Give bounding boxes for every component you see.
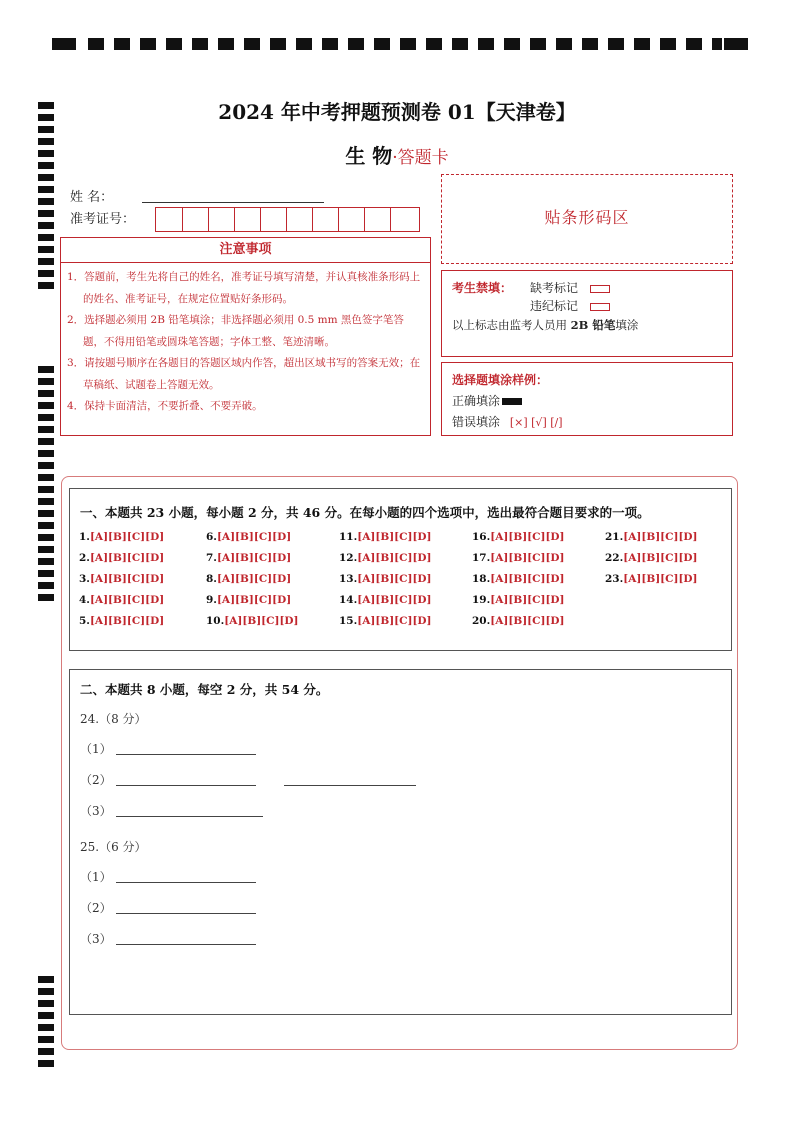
mc-question-number: 21. <box>605 531 624 543</box>
mc-question-number: 16. <box>472 531 491 543</box>
mc-options[interactable]: [A][B][C][D] <box>216 531 292 543</box>
mc-options[interactable]: [A][B][C][D] <box>89 573 165 585</box>
mc-question[interactable] <box>206 552 291 564</box>
missing-mark-box[interactable] <box>590 285 610 293</box>
q24-blank-2a[interactable] <box>116 785 256 786</box>
name-label: 姓 名： <box>70 190 114 205</box>
mc-question[interactable] <box>206 615 299 627</box>
q25-blank-3-label: （3） <box>80 932 112 946</box>
q24-blank-1-label: （1） <box>80 742 112 756</box>
fill-sample-box <box>441 362 733 436</box>
missing-mark-row <box>530 279 610 296</box>
q24-blank-3[interactable] <box>116 816 263 817</box>
mc-question-number: 4. <box>79 594 90 606</box>
mc-question-number: 13. <box>339 573 358 585</box>
mc-question[interactable] <box>605 531 698 543</box>
mc-question-number: 5. <box>79 615 90 627</box>
mc-question-number: 15. <box>339 615 358 627</box>
id-boxes[interactable] <box>155 207 420 232</box>
top-timing-marks <box>52 38 748 52</box>
mc-question[interactable] <box>472 615 565 627</box>
sample-title: 选择题填涂样例： <box>452 373 549 387</box>
mc-options[interactable]: [A][B][C][D] <box>490 615 565 627</box>
section2-heading: 二、本题共 8 小题，每空 2 分，共 54 分。 <box>80 682 329 697</box>
mc-question-number: 2. <box>79 552 90 564</box>
mc-question[interactable] <box>472 594 565 606</box>
missing-mark-label: 缺考标记 <box>530 281 579 295</box>
wrong-fill-marks: [×] [√] [/] <box>509 416 563 429</box>
mc-options[interactable]: [A][B][C][D] <box>490 573 565 585</box>
mc-question[interactable] <box>339 552 432 564</box>
mc-question-number: 17. <box>472 552 491 564</box>
violation-mark-label: 违纪标记 <box>530 299 579 313</box>
wrong-fill-row <box>452 413 563 430</box>
mc-options[interactable]: [A][B][C][D] <box>89 531 165 543</box>
q24-blank-3-label: （3） <box>80 804 112 818</box>
correct-fill-mark <box>502 398 522 405</box>
mc-question[interactable] <box>605 573 698 585</box>
mc-question[interactable] <box>206 594 291 606</box>
mc-question[interactable] <box>79 552 164 564</box>
correct-fill-row <box>452 392 522 409</box>
notice-title: 注意事项 <box>61 238 430 263</box>
mc-options[interactable]: [A][B][C][D] <box>357 552 432 564</box>
subject-label: 生 物 <box>345 144 393 168</box>
q25-blank-2[interactable] <box>116 913 256 914</box>
mc-question-number: 14. <box>339 594 358 606</box>
wrong-fill-label: 错误填涂 <box>452 415 501 429</box>
mc-question[interactable] <box>206 573 291 585</box>
q25-blank-1-label: （1） <box>80 870 112 884</box>
fill-in-section <box>69 669 732 1015</box>
mc-question-number: 7. <box>206 552 217 564</box>
notice-box <box>60 237 431 436</box>
q25-blank-3[interactable] <box>116 944 256 945</box>
ban-note <box>452 317 638 333</box>
mc-question-number: 9. <box>206 594 217 606</box>
mc-options[interactable]: [A][B][C][D] <box>623 573 698 585</box>
notice-item: 2．选择题必须用 2B 铅笔填涂；非选择题必须用 0.5 mm 黑色签字笔答题，不得用铅笔或圆珠笔答题；字体工整、笔迹清晰。 <box>67 314 404 348</box>
mc-question[interactable] <box>79 615 164 627</box>
barcode-area <box>441 174 733 264</box>
name-field[interactable] <box>142 202 324 203</box>
mc-question-number: 18. <box>472 573 491 585</box>
mc-question-number: 20. <box>472 615 491 627</box>
mc-question-number: 12. <box>339 552 358 564</box>
mc-question[interactable] <box>339 615 432 627</box>
q25-label: 25.（6 分） <box>80 840 147 854</box>
mc-question-number: 23. <box>605 573 624 585</box>
ban-title: 考生禁填： <box>452 281 513 295</box>
mc-question-number: 8. <box>206 573 217 585</box>
ban-note-text: 以上标志由监考人员用 <box>452 318 567 332</box>
left-timing-marks-middle <box>38 366 54 602</box>
mc-options[interactable]: [A][B][C][D] <box>490 594 565 606</box>
notice-item: 3．请按题号顺序在各题目的答题区域内作答，超出区域书写的答案无效；在草稿纸、试题卷上答题无效。 <box>67 357 421 391</box>
violation-mark-row <box>530 297 610 314</box>
mc-options[interactable]: [A][B][C][D] <box>357 573 432 585</box>
mc-question[interactable] <box>79 594 164 606</box>
subtitle-suffix: ·答题卡 <box>392 148 449 168</box>
mc-options[interactable]: [A][B][C][D] <box>357 615 432 627</box>
q24-blank-1[interactable] <box>116 754 256 755</box>
mc-question-number: 1. <box>79 531 90 543</box>
mc-question-number: 11. <box>339 531 358 543</box>
q24-blank-2b[interactable] <box>284 785 416 786</box>
mc-question[interactable] <box>79 531 164 543</box>
q24-blank-2-label: （2） <box>80 773 112 787</box>
q25-blank-1[interactable] <box>116 882 256 883</box>
mc-options[interactable]: [A][B][C][D] <box>224 615 299 627</box>
mc-options[interactable]: [A][B][C][D] <box>89 615 165 627</box>
mc-question[interactable] <box>339 531 432 543</box>
mc-question[interactable] <box>79 573 164 585</box>
mc-question[interactable] <box>206 531 291 543</box>
mc-question[interactable] <box>472 531 565 543</box>
barcode-label: 贴条形码区 <box>544 208 630 227</box>
section1-heading: 一、本题共 23 小题，每小题 2 分，共 46 分。在每小题的四个选项中，选出最符合题目要求的一项。 <box>80 505 650 520</box>
mc-options[interactable]: [A][B][C][D] <box>623 531 698 543</box>
mc-options[interactable]: [A][B][C][D] <box>490 552 565 564</box>
left-timing-marks-lower <box>38 976 54 1066</box>
mc-question[interactable] <box>472 552 565 564</box>
notice-item: 1．答题前，考生先将自己的姓名，准考证号填写清楚，并认真核准条形码上的姓名、准考证号，在规定位置贴好条形码。 <box>67 271 421 305</box>
mc-question-number: 10. <box>206 615 225 627</box>
mc-question[interactable] <box>605 552 698 564</box>
mc-options[interactable]: [A][B][C][D] <box>216 552 292 564</box>
mc-question-number: 6. <box>206 531 217 543</box>
mc-options[interactable]: [A][B][C][D] <box>216 573 292 585</box>
mc-options[interactable]: [A][B][C][D] <box>89 552 165 564</box>
id-label: 准考证号： <box>70 212 136 227</box>
left-timing-marks-upper <box>38 102 54 292</box>
mc-question-number: 3. <box>79 573 90 585</box>
mc-options[interactable]: [A][B][C][D] <box>357 594 432 606</box>
mc-options[interactable]: [A][B][C][D] <box>89 594 165 606</box>
ban-note-bold: 2B 铅笔 <box>570 318 616 332</box>
notice-item: 4．保持卡面清洁，不要折叠、不要弄破。 <box>67 400 263 412</box>
proctor-marks-box <box>441 270 733 357</box>
mc-question[interactable] <box>339 594 432 606</box>
mc-question-number: 19. <box>472 594 491 606</box>
violation-mark-box[interactable] <box>590 303 610 311</box>
ban-note-end: 填涂 <box>615 318 639 332</box>
mc-options[interactable]: [A][B][C][D] <box>490 531 565 543</box>
mc-question[interactable] <box>472 573 565 585</box>
mc-options[interactable]: [A][B][C][D] <box>623 552 698 564</box>
mc-options[interactable]: [A][B][C][D] <box>216 594 292 606</box>
mc-question-number: 22. <box>605 552 624 564</box>
mc-options[interactable]: [A][B][C][D] <box>357 531 432 543</box>
q24-label: 24.（8 分） <box>80 712 147 726</box>
page-title: 2024 年中考押题预测卷 01【天津卷】 <box>218 100 576 124</box>
mc-question[interactable] <box>339 573 432 585</box>
q25-blank-2-label: （2） <box>80 901 112 915</box>
page-subtitle <box>0 140 794 169</box>
correct-fill-label: 正确填涂 <box>452 394 501 408</box>
